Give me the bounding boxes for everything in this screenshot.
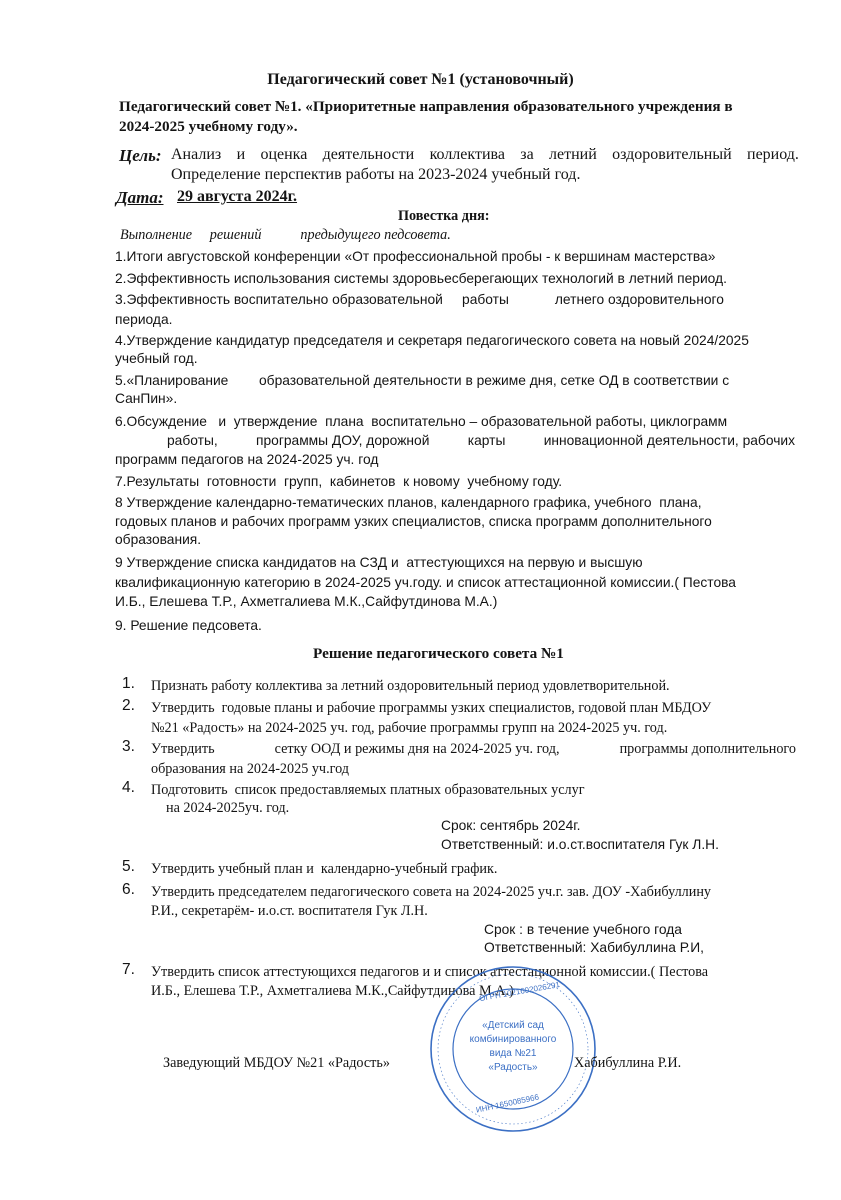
decision-item-4: Подготовить список предоставляемых платных образовательных услуг [151,782,585,798]
goal-word: период. [747,146,799,163]
decision-item-6-cont: Р.И., секретарём- и.о.ст. воспитателя Гук Л.Н. [151,903,428,919]
goal-word: за [520,146,534,163]
agenda-item-7: 7.Результаты готовности групп, кабинетов к новому учебному году. [115,474,563,489]
decision-number: 6. [122,881,135,898]
agenda-heading: Повестка дня: [398,208,490,224]
goal-word: летний [549,146,597,163]
decision-item-1: Признать работу коллектива за летний оздоровительный период удовлетворительной. [151,678,670,694]
agenda-item-8-cont: годовых планов и рабочих программ узких специалистов, списка программ дополнительного [115,514,712,529]
agenda-fragment: работы, [167,433,218,448]
agenda-item-9-cont: квалификационную категорию в 2024-2025 уч.году. и список аттестационной комиссии.( Пестова [115,575,736,590]
goal-word: деятельности [322,146,415,163]
decision-fragment: Утвердить [151,741,215,757]
decision-item-4-responsible: Ответственный: и.о.ст.воспитателя Гук Л.Н. [441,837,719,852]
official-stamp [428,964,598,1134]
decision-item-7-cont: И.Б., Елешева Т.Р., Ахметгалиева М.К.,Сайфутдинова М.А.) [151,983,514,999]
decision-item-4-cont: на 2024-2025уч. год. [166,800,290,816]
decision-item-3 [151,741,796,758]
decision-item-4-deadline: Срок: сентябрь 2024г. [441,818,581,833]
agenda-item-2: 2.Эффективность использования системы здоровьесберегающих технологий в летний период. [115,271,727,286]
goal-word: и [236,146,246,163]
council-title-line-1: Педагогический совет №1. «Приоритетные направления образовательного учреждения в [119,98,733,115]
agenda-item-3-cont: периода. [115,312,173,327]
goal-word: оздоровительный [612,146,732,163]
decision-item-2-cont: №21 «Радость» на 2024-2025 уч. год, рабочие программы групп на 2024-2025 уч. год. [151,720,668,736]
decision-number: 5. [122,858,135,875]
decision-item-6-deadline: Срок : в течение учебного года [484,922,682,937]
goal-word: коллектива [429,146,505,163]
agenda-fragment: программы ДОУ, дорожной [256,433,430,448]
decision-item-6-responsible: Ответственный: Хабибуллина Р.И, [484,940,704,955]
agenda-item-8: 8 Утверждение календарно-тематических планов, календарного графика, учебного плана, [115,495,702,510]
decision-fragment: сетку ООД и режимы дня на 2024-2025 уч. год, [274,741,560,757]
decision-item-6: Утвердить председателем педагогического совета на 2024-2025 уч.г. зав. ДОУ -Хабибуллину [151,884,712,900]
agenda-item-9-cont-2: И.Б., Елешева Т.Р., Ахметгалиева М.К.,Сайфутдинова М.А.) [115,594,498,609]
agenda-item-4: 4.Утверждение кандидатур председателя и секретаря педагогического совета на новый 2024/2025 [115,333,749,348]
agenda-item-1: 1.Итоги августовской конференции «От профессиональной пробы - к вершинам мастерства» [115,249,716,264]
stamp-line-3: вида №21 [489,1048,537,1059]
agenda-item-10: 9. Решение педсовета. [115,618,262,633]
goal-line-2: Определение перспектив работы на 2023-2024 учебный год. [171,166,581,183]
agenda-fragment: инновационной деятельности, рабочих [543,433,795,448]
stamp-line-2: комбинированного [469,1034,557,1045]
agenda-intro: Выполнение решений предыдущего педсовета. [120,227,451,243]
decision-number: 3. [122,738,135,755]
agenda-item-4-cont: учебный год. [115,351,198,366]
goal-line-1 [171,146,799,164]
decision-item-2: Утвердить годовые планы и рабочие программы узких специалистов, годовой план МБДОУ [151,700,712,716]
date-label: Дата: [116,188,164,207]
goal-label: Цель: [119,146,162,165]
agenda-item-6: 6.Обсуждение и утверждение плана воспитательно – образовательной работы, циклограмм [115,414,728,429]
council-title-line-2: 2024-2025 учебному году». [119,118,298,135]
agenda-item-5: 5.«Планирование образовательной деятельности в режиме дня, сетке ОД в соответствии с [115,373,730,388]
agenda-item-6-cont-2: программ педагогов на 2024-2025 уч. год [115,452,379,467]
decision-number: 4. [122,779,135,796]
agenda-fragment: карты [467,433,506,448]
goal-word: Анализ [171,146,222,163]
signature-position: Заведующий МБДОУ №21 «Радость» [163,1055,390,1071]
date-value: 29 августа 2024г. [177,188,298,205]
decision-heading: Решение педагогического совета №1 [313,645,564,662]
goal-word: оценка [260,146,308,163]
decision-fragment: программы дополнительного [619,741,796,757]
stamp-line-1: «Детский сад [482,1020,544,1031]
agenda-item-3: 3.Эффективность воспитательно образовательной работы летнего оздоровительного [115,292,724,307]
agenda-item-5-cont: СанПин». [115,391,178,406]
stamp-inn: ИНН 1650085966 [475,1092,540,1115]
decision-number: 1. [122,675,135,692]
stamp-line-4: «Радость» [488,1062,538,1073]
page-title: Педагогический совет №1 (установочный) [267,71,574,88]
signature-name: Хабибуллина Р.И. [574,1055,682,1071]
agenda-item-6-cont [167,433,795,448]
decision-number: 7. [122,961,135,978]
agenda-item-9: 9 Утверждение списка кандидатов на СЗД и аттестующихся на первую и высшую [115,555,643,570]
decision-item-3-cont: образования на 2024-2025 уч.год [151,761,349,777]
stamp-ogrn: ОГРН 1021602026291 [478,980,561,1004]
decision-number: 2. [122,697,135,714]
agenda-item-8-cont-2: образования. [115,532,202,547]
decision-item-5: Утвердить учебный план и календарно-учебный график. [151,861,498,877]
decision-item-7: Утвердить список аттестующихся педагогов и и список аттестационной комиссии.( Пестова [151,964,709,980]
